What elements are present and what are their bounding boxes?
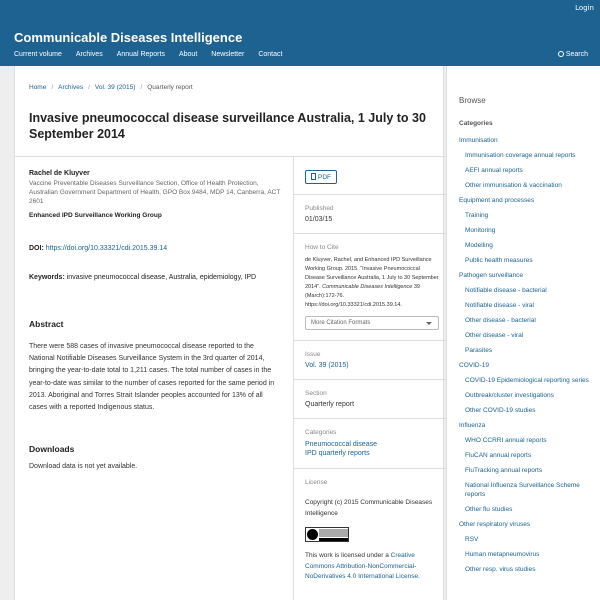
divider xyxy=(293,194,451,195)
citation-formats-dropdown[interactable] xyxy=(305,316,439,330)
category-link-ipd[interactable]: IPD quarterly reports xyxy=(305,450,370,457)
published-label: Published xyxy=(305,205,334,212)
citation-part-b: 39 (March):172-76. https://doi.org/10.33321/cdi.2015.39.14. xyxy=(305,284,420,308)
author-group: Enhanced IPD Surveillance Working Group xyxy=(29,212,162,219)
sidebar-subcategory-link[interactable]: Modelling xyxy=(465,242,493,249)
sidebar-subcategory-link[interactable]: Notifiable disease - bacterial xyxy=(465,287,547,294)
downloads-text: Download data is not yet available. xyxy=(29,463,138,471)
breadcrumb-archives[interactable]: Archives xyxy=(58,84,84,91)
citation-formats-label: More Citation Formats xyxy=(311,320,371,326)
breadcrumb-separator: / xyxy=(88,84,90,91)
file-pdf-icon xyxy=(311,173,316,180)
nav-about[interactable]: About xyxy=(178,51,198,58)
sidebar-category-link[interactable]: COVID-19 xyxy=(459,362,489,369)
license-label: License xyxy=(305,479,328,486)
cite-label: How to Cite xyxy=(305,244,339,251)
main-nav xyxy=(14,51,296,58)
published-date: 01/03/15 xyxy=(305,216,333,223)
sidebar xyxy=(446,66,600,600)
category-link-pneumococcal[interactable]: Pneumococcal disease xyxy=(305,441,377,448)
sidebar-subcategory-link[interactable]: Notifiable disease - viral xyxy=(465,302,535,309)
citation-text xyxy=(305,256,439,310)
sidebar-subcategory-link[interactable]: RSV xyxy=(465,536,479,543)
divider xyxy=(293,233,451,234)
site-title[interactable]: Communicable Diseases Intelligence xyxy=(14,30,243,45)
issue-label: Issue xyxy=(305,351,321,358)
sidebar-subcategory-link[interactable]: AEFI annual reports xyxy=(465,167,523,174)
article-main xyxy=(14,66,444,600)
keywords-label: Keywords: xyxy=(29,274,65,281)
sidebar-subcategory-link[interactable]: COVID-19 Epidemiological reporting series xyxy=(465,377,589,384)
sidebar-category-link[interactable]: Immunisation xyxy=(459,137,498,144)
sidebar-category-link[interactable]: Pathogen surveillance xyxy=(459,272,523,279)
doi-line xyxy=(29,245,281,252)
divider xyxy=(15,156,445,157)
doi-link[interactable]: https://doi.org/10.33321/cdi.2015.39.14 xyxy=(45,245,168,252)
categories-heading: Categories xyxy=(459,120,493,127)
sidebar-category-link[interactable]: Other respiratory viruses xyxy=(459,521,531,528)
article-title: Invasive pneumococcal disease surveillance Australia, 1 July to 30 September 2014 xyxy=(29,111,426,141)
nav-annual-reports[interactable]: Annual Reports xyxy=(116,51,165,58)
breadcrumb-home[interactable]: Home xyxy=(29,84,47,91)
sidebar-subcategory-link[interactable]: Other COVID-19 studies xyxy=(465,407,536,414)
sidebar-subcategory-link[interactable]: Other immunisation & vaccination xyxy=(465,182,562,189)
license-prefix: This work is licensed under a xyxy=(305,552,389,559)
sidebar-category-link[interactable]: Equipment and processes xyxy=(459,197,535,204)
search-label: Search xyxy=(565,51,588,58)
site-header xyxy=(0,0,600,66)
license-link[interactable]: Creative Commons Attribution-NonCommercial-NoDerivatives 4.0 International License. xyxy=(305,552,420,580)
downloads-heading: Downloads xyxy=(29,444,75,455)
sidebar-subcategory-link[interactable]: Other resp. virus studies xyxy=(465,566,536,573)
copyright-text: Copyright (c) 2015 Communicable Diseases Intelligence xyxy=(305,499,433,517)
article-details xyxy=(305,166,439,583)
login-link[interactable]: Login xyxy=(575,4,594,12)
section-label: Section xyxy=(305,390,327,397)
citation-journal: Communicable Diseases Intelligence xyxy=(322,284,413,290)
sidebar-category-link[interactable]: Influenza xyxy=(459,422,486,429)
section-value: Quarterly report xyxy=(305,401,355,408)
pdf-label: PDF xyxy=(318,174,331,181)
categories-label: Categories xyxy=(305,429,337,436)
sidebar-subcategory-link[interactable]: Immunisation coverage annual reports xyxy=(465,152,576,159)
cc-icon xyxy=(307,529,318,540)
sidebar-subcategory-link[interactable]: Other disease - viral xyxy=(465,332,524,339)
nav-newsletter[interactable]: Newsletter xyxy=(211,51,245,58)
sidebar-subcategory-link[interactable]: Other disease - bacterial xyxy=(465,317,536,324)
divider xyxy=(293,379,451,380)
divider xyxy=(293,418,451,419)
sidebar-subcategory-link[interactable]: National Influenza Surveillance Scheme reports xyxy=(465,482,580,498)
sidebar-subcategory-link[interactable]: Human metapneumovirus xyxy=(465,551,540,558)
sidebar-subcategory-link[interactable]: Parasites xyxy=(465,347,493,354)
divider xyxy=(293,340,451,341)
search-link[interactable] xyxy=(558,51,588,58)
sidebar-subcategory-link[interactable]: FluTracking annual reports xyxy=(465,467,543,474)
keywords-line xyxy=(29,274,281,281)
sidebar-subcategory-link[interactable]: FluCAN annual reports xyxy=(465,452,532,459)
abstract-text: There were 588 cases of invasive pneumococcal disease reported to the National Notifiable Diseases Surveillance System in the 3rd quarter of 2014, bringing the year-to-date total to 1,211 cases. The total number of cases in the year-to-date was similar to the number of cases reported for the same period in 2013. Aboriginal and Torres Strait Islander peoples accounted for 13% of all cases with a reported Indigenous status. xyxy=(29,343,275,412)
breadcrumb-separator: / xyxy=(140,84,143,91)
search-icon xyxy=(558,51,564,57)
breadcrumb-separator: / xyxy=(51,84,54,91)
pdf-button[interactable] xyxy=(305,170,337,184)
sidebar-subcategory-link[interactable]: Outbreak/cluster investigations xyxy=(465,392,554,399)
issue-link[interactable]: Vol. 39 (2015) xyxy=(305,362,349,369)
author-name: Rachel de Kluyver xyxy=(29,170,90,177)
nav-archives[interactable]: Archives xyxy=(75,51,103,58)
sidebar-subcategory-link[interactable]: Training xyxy=(465,212,489,219)
sidebar-subcategory-link[interactable]: Public health measures xyxy=(465,257,533,264)
cc-license-badge[interactable] xyxy=(305,527,349,542)
sidebar-subcategory-link[interactable]: WHO CCRRI annual reports xyxy=(465,437,547,444)
nav-current-volume[interactable]: Current volume xyxy=(14,51,62,58)
browse-heading: Browse xyxy=(459,96,486,105)
license-text xyxy=(305,551,439,583)
abstract-heading: Abstract xyxy=(29,319,64,329)
citation-part-a: de Kluyver, Rachel, and Enhanced IPD Surveillance Working Group. 2015. “Invasive Pneumococcal Disease Surveillance Australia, 1 July to 30 September 2014”. xyxy=(305,257,439,290)
sidebar-subcategory-link[interactable]: Other flu studies xyxy=(465,506,513,513)
sidebar-subcategory-link[interactable]: Monitoring xyxy=(465,227,496,234)
chevron-down-icon xyxy=(426,322,432,325)
keywords-value: invasive pneumococcal disease, Australia, epidemiology, IPD xyxy=(66,274,257,281)
breadcrumb-current: Quarterly report xyxy=(147,84,193,91)
column-divider xyxy=(293,156,294,600)
article-body xyxy=(29,170,281,470)
divider xyxy=(293,468,451,469)
author-affiliation: Vaccine Preventable Diseases Surveillance Section, Office of Health Protection, Australian Government Department of Health, GPO Box 9484, MDP 14, Canberra, ACT 2601 xyxy=(29,180,281,205)
doi-label: DOI: xyxy=(29,245,44,252)
nav-contact[interactable]: Contact xyxy=(258,51,283,58)
breadcrumb-volume[interactable]: Vol. 39 (2015) xyxy=(94,84,136,91)
category-list xyxy=(459,136,595,580)
breadcrumb xyxy=(29,84,193,91)
